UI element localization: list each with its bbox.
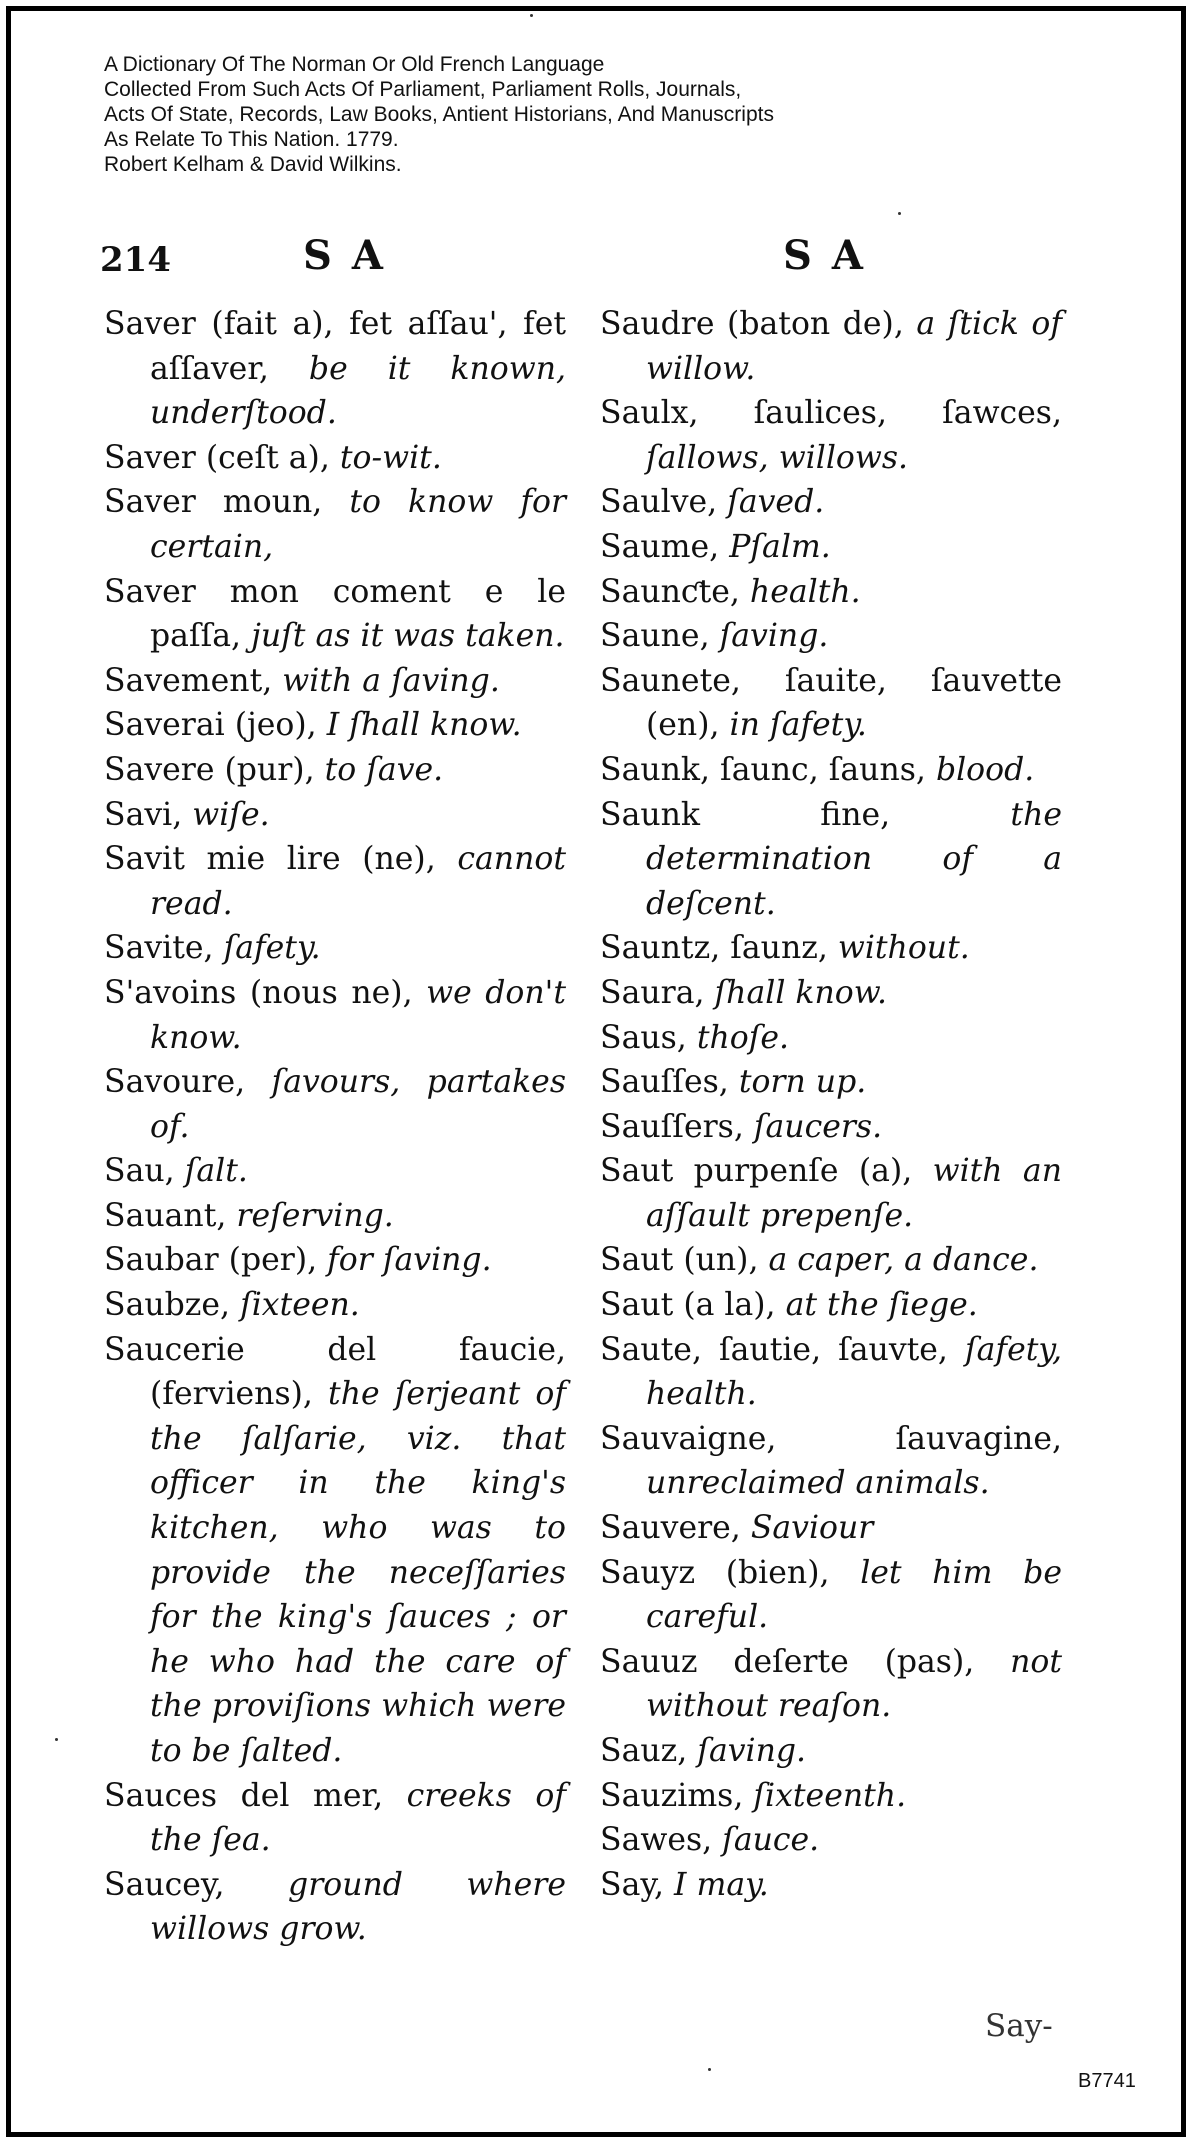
entry-definition: with an aſſault prepenſe.	[646, 1153, 1062, 1234]
header-date-line: As Relate To This Nation. 1779.	[104, 128, 399, 151]
entry-headword: Saut (un),	[600, 1242, 759, 1279]
header-subtitle-line: Acts Of State, Records, Law Books, Antient Historians, And Manuscripts	[104, 103, 774, 126]
page-head	[0, 232, 1190, 292]
dictionary-entry	[600, 302, 1062, 391]
dictionary-entry	[104, 659, 566, 704]
dictionary-entry	[104, 837, 566, 926]
entry-headword: Sauſſes,	[600, 1064, 729, 1101]
dictionary-entry	[600, 1729, 1062, 1774]
print-speck	[898, 212, 901, 215]
header-authors-line: Robert Kelham & David Wilkins.	[104, 153, 402, 176]
entry-definition: unreclaimed animals.	[646, 1465, 990, 1502]
dictionary-entry	[600, 391, 1062, 480]
entry-headword: Saute, ſautie, ſauvte,	[600, 1331, 948, 1368]
entry-definition: a caper, a dance.	[768, 1242, 1039, 1279]
dictionary-entry	[104, 570, 566, 659]
entry-definition: ſalt.	[184, 1153, 248, 1190]
entry-definition: Saviour	[750, 1510, 874, 1547]
catalog-number: B7741	[1078, 2070, 1136, 2092]
entry-headword: Saucerie del faucie, (ferviens),	[104, 1331, 566, 1413]
entry-headword: Saunk, ſaunc, ſauns,	[600, 751, 926, 788]
dictionary-entry	[104, 1194, 566, 1239]
dictionary-entry	[600, 1238, 1062, 1283]
entry-headword: Saunƈte,	[600, 573, 740, 610]
entry-headword: Saverai (jeo),	[104, 707, 317, 744]
dictionary-entry	[104, 1863, 566, 1952]
entry-headword: Saudre (baton de),	[600, 306, 904, 342]
dictionary-entry	[104, 480, 566, 569]
entry-definition: ground where willows grow.	[150, 1866, 567, 1948]
entry-definition: ſaving.	[719, 618, 829, 655]
entry-headword: Savement,	[104, 662, 273, 699]
entry-definition: ſafety.	[223, 930, 321, 967]
entry-headword: Saubar (per),	[104, 1242, 318, 1279]
entry-definition: be it known, underſtood.	[150, 350, 567, 432]
dictionary-entry	[600, 1105, 1062, 1150]
dictionary-entry	[600, 1328, 1062, 1417]
entry-definition: thoſe.	[696, 1019, 790, 1056]
dictionary-entry	[104, 436, 566, 481]
entry-headword: Sauz,	[600, 1733, 688, 1769]
dictionary-entry	[104, 1774, 566, 1863]
entry-headword: Sauces del mer,	[104, 1777, 384, 1814]
entry-definition: juſt as it was taken.	[251, 618, 565, 655]
dictionary-entry	[600, 1417, 1062, 1506]
entry-headword: Saume,	[600, 528, 720, 565]
dictionary-entry	[600, 525, 1062, 570]
entry-headword: S'avoins (nous ne),	[104, 974, 413, 1011]
entry-headword: Savere (pur),	[104, 751, 315, 788]
entry-headword: Saut (a la),	[600, 1287, 776, 1324]
dictionary-entry	[104, 1283, 566, 1328]
entry-definition: ſhall know.	[714, 974, 887, 1011]
entry-definition: I may.	[674, 1866, 769, 1903]
print-speck	[55, 1738, 58, 1741]
dictionary-entry	[104, 302, 566, 436]
entry-definition: at the ſiege.	[785, 1287, 978, 1324]
entry-definition: in ſafety.	[729, 707, 867, 744]
dictionary-entry	[600, 1016, 1062, 1061]
dictionary-entry	[104, 748, 566, 793]
dictionary-entry	[600, 659, 1062, 748]
entry-definition: ſaucers.	[753, 1108, 883, 1145]
entry-headword: Saut purpenſe (a),	[600, 1153, 913, 1190]
dictionary-entry	[600, 971, 1062, 1016]
entry-headword: Saver (fait a), fet aſſau', fet aſſaver,	[104, 306, 566, 387]
entry-definition: for ſaving.	[327, 1242, 492, 1279]
entry-headword: Saubze,	[104, 1287, 231, 1324]
entry-headword: Sauntz, ſaunz,	[600, 930, 828, 967]
entry-headword: Saver moun,	[104, 484, 323, 521]
dictionary-entry	[600, 1774, 1062, 1819]
dictionary-entry	[104, 793, 566, 838]
entry-definition: I ſhall know.	[326, 707, 522, 744]
dictionary-entry	[600, 1283, 1062, 1328]
header-title-line: A Dictionary Of The Norman Or Old French Language	[104, 53, 605, 76]
entry-headword: Saver (ceſt a),	[104, 439, 330, 476]
dictionary-entry	[600, 1551, 1062, 1640]
entry-headword: Sauzims,	[600, 1777, 744, 1814]
dictionary-entry	[104, 1060, 566, 1149]
entry-headword: Saus,	[600, 1019, 687, 1056]
entry-definition: the ſerjeant of the ſalſarie, viz. that officer in the king's kitchen, who was to provide the neceſſaries for the king's ſauces ; or he who had the care of the proviſions which were to be ſalted.	[150, 1376, 566, 1769]
entry-definition: blood.	[935, 751, 1035, 788]
entry-definition: we don't know.	[150, 974, 566, 1056]
entry-headword: Sawes,	[600, 1822, 713, 1859]
entry-headword: Sauuz deſerte (pas),	[600, 1643, 975, 1680]
dictionary-entry	[104, 926, 566, 971]
dictionary-entry	[600, 1506, 1062, 1551]
entry-definition: the determination of a deſcent.	[646, 796, 1062, 922]
entry-headword: Sauvaigne, ſauvagine,	[600, 1420, 1062, 1457]
entry-headword: Saulve,	[600, 484, 718, 521]
entry-definition: ſauce.	[722, 1822, 820, 1859]
entry-headword: Saune,	[600, 618, 710, 655]
print-speck	[530, 14, 533, 17]
entry-headword: Sauyz (bien),	[600, 1554, 830, 1591]
entry-headword: Saunete, ſauite, ſauvette (en),	[600, 662, 1062, 744]
entry-definition: reſerving.	[236, 1197, 394, 1234]
dictionary-entry	[600, 1149, 1062, 1238]
entry-definition: ſavours, partakes of.	[150, 1064, 566, 1145]
entry-headword: Savit mie lire (ne),	[104, 841, 436, 878]
dictionary-entry	[104, 1238, 566, 1283]
dictionary-entry	[104, 703, 566, 748]
dictionary-entry	[600, 793, 1062, 927]
entry-definition: a ſtick of willow.	[646, 306, 1062, 387]
entry-definition: let him be careful.	[646, 1554, 1063, 1636]
dictionary-entry	[104, 971, 566, 1060]
entry-headword: Saura,	[600, 974, 705, 1011]
entry-definition: with a ſaving.	[282, 662, 500, 699]
dictionary-entry	[600, 926, 1062, 971]
entry-definition: ſallows, willows.	[646, 439, 908, 476]
right-column	[600, 302, 1062, 1907]
dictionary-entry	[600, 1818, 1062, 1863]
entry-headword: Saunk fine,	[600, 796, 891, 833]
entry-definition: to ſave.	[324, 751, 444, 788]
entry-headword: Savite,	[104, 930, 214, 967]
catchword: Say-	[985, 2008, 1053, 2044]
entry-definition: ſixteen.	[240, 1287, 360, 1324]
entry-definition: ſafety, health.	[646, 1331, 1063, 1413]
page-number: 214	[100, 240, 171, 280]
entry-definition: to know for certain,	[150, 484, 566, 565]
dictionary-entry	[600, 480, 1062, 525]
running-head-left: S A	[303, 232, 386, 279]
print-speck	[708, 2068, 711, 2071]
entry-headword: Sauſſers,	[600, 1108, 744, 1145]
entry-headword: Saver mon coment e le paſſa,	[104, 573, 566, 655]
header-block	[104, 52, 1004, 177]
running-head-right: S A	[783, 232, 866, 279]
entry-definition: creeks of the ſea.	[150, 1777, 567, 1859]
dictionary-entry	[600, 614, 1062, 659]
entry-definition: health.	[749, 573, 861, 610]
dictionary-entry	[600, 748, 1062, 793]
entry-headword: Sau,	[104, 1153, 175, 1190]
entry-definition: without.	[837, 930, 970, 967]
entry-definition: wiſe.	[192, 796, 270, 833]
header-subtitle-line: Collected From Such Acts Of Parliament, Parliament Rolls, Journals,	[104, 78, 742, 101]
entry-headword: Saulx, ſaulices, ſawces,	[600, 395, 1062, 432]
entry-definition: torn up.	[738, 1064, 867, 1101]
dictionary-entry	[600, 1060, 1062, 1105]
dictionary-entry	[600, 1863, 1062, 1908]
dictionary-entry	[104, 1149, 566, 1194]
entry-headword: Sauant,	[104, 1197, 227, 1234]
left-column	[104, 302, 566, 1952]
entry-headword: Saucey,	[104, 1866, 225, 1903]
entry-definition: cannot read.	[150, 841, 566, 922]
dictionary-entry	[104, 1328, 566, 1774]
entry-definition: ſaved.	[727, 484, 825, 521]
entry-headword: Savi,	[104, 796, 183, 833]
entry-headword: Savoure,	[104, 1064, 246, 1101]
dictionary-entry	[600, 1640, 1062, 1729]
dictionary-entry	[600, 570, 1062, 615]
entry-headword: Sauvere,	[600, 1510, 741, 1547]
entry-definition: not without reaſon.	[646, 1643, 1062, 1725]
entry-definition: to-wit.	[339, 439, 442, 476]
entry-definition: ſixteenth.	[753, 1777, 907, 1814]
entry-headword: Say,	[600, 1866, 664, 1903]
entry-definition: Pſalm.	[729, 528, 831, 565]
entry-definition: ſaving.	[697, 1733, 807, 1769]
